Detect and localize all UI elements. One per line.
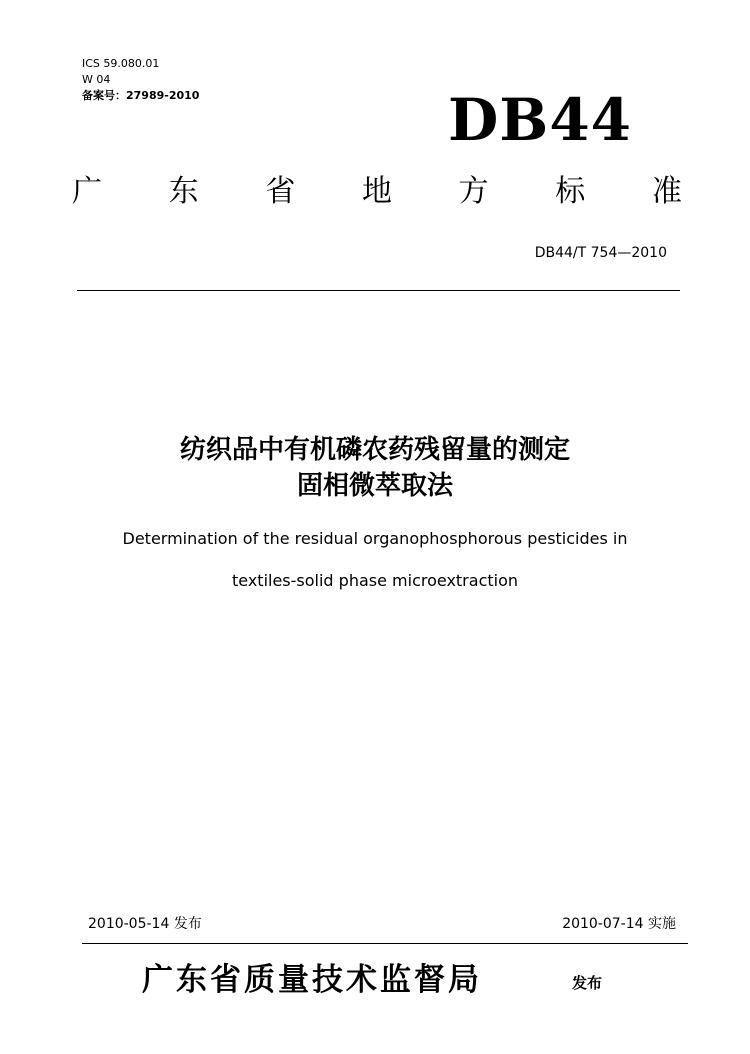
- header-meta: [82, 56, 199, 104]
- ics-code: ICS 59.080.01: [82, 57, 160, 70]
- publisher-action: 发布: [572, 974, 603, 992]
- standard-type-char: 地: [361, 174, 392, 209]
- standard-type-char: 方: [458, 174, 489, 209]
- series-code: DB44: [448, 86, 633, 154]
- title-chinese: [0, 432, 750, 504]
- title-english-line2: textiles-solid phase microextraction: [231, 571, 519, 590]
- top-divider: [77, 290, 680, 291]
- implementation-date: 2010-07-14 实施: [562, 916, 676, 932]
- bottom-divider: [82, 943, 688, 944]
- issue-date: 2010-05-14 发布: [88, 916, 202, 932]
- standard-type-char: 东: [168, 174, 199, 209]
- standard-type-char: 准: [651, 174, 682, 209]
- standard-type-char: 省: [265, 174, 296, 209]
- title-chinese-line1: 纺织品中有机磷农药残留量的测定: [179, 435, 570, 465]
- classification-code: W 04: [82, 73, 111, 86]
- standard-type-char: 标: [555, 174, 586, 209]
- standard-type: [72, 170, 682, 214]
- standard-number: DB44/T 754—2010: [534, 245, 667, 261]
- title-english: [0, 528, 750, 592]
- title-chinese-line2: 固相微萃取法: [296, 471, 453, 501]
- standard-type-char: 广: [72, 174, 102, 209]
- publisher-name: 广东省质量技术监督局: [142, 962, 482, 998]
- filing-number: 备案号：27989-2010: [82, 89, 200, 102]
- title-english-line1: Determination of the residual organophosphorous pesticides in: [122, 529, 628, 548]
